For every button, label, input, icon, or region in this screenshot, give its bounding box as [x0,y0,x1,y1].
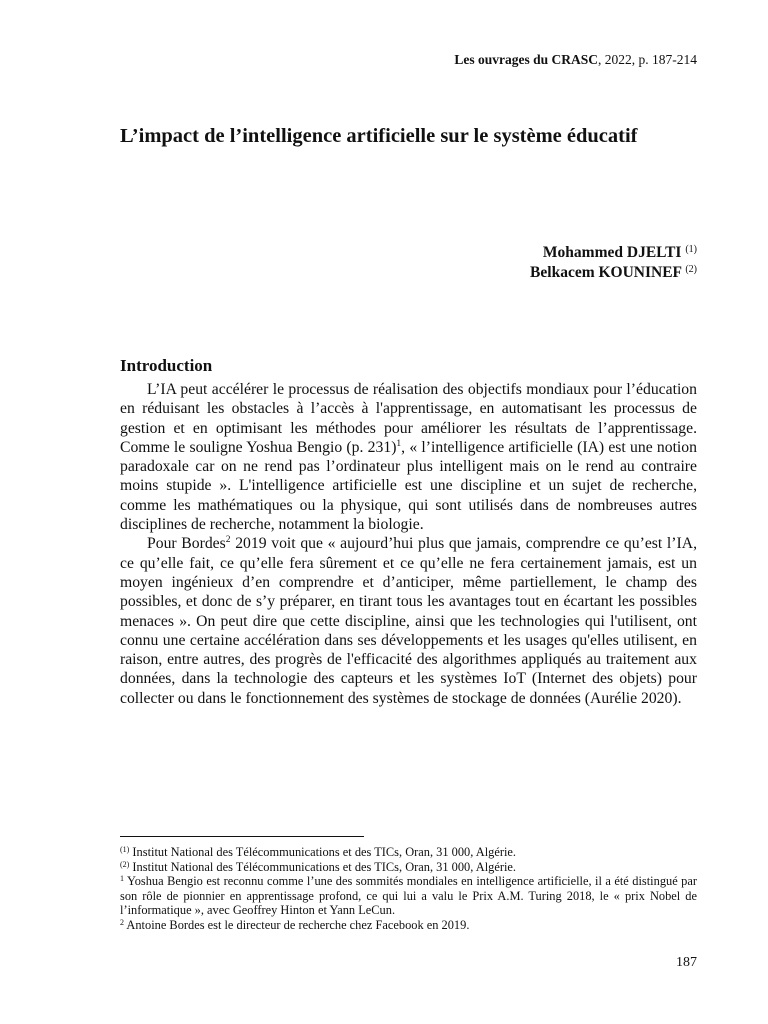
page-number: 187 [676,955,697,970]
footnote-mark: (2) [120,859,130,869]
paragraph [120,534,697,708]
journal-details: , 2022, p. 187-214 [598,52,697,67]
paragraph-text: 2019 voit que « aujourd’hui plus que jamais, comprendre ce qu’est l’IA, ce qu’elle fait, ce qu’elle fera sûrement et ce qu’elle ne fera certainement jamais, est un moyen ingénieux d’en comprendre et d’anticiper, même partiellement, le champ des possibles, et donc de s’y préparer, en tirant tous les avantages tout en écartant les possibles menaces ». On peut dire que cette discipline, ainsi que les technologies qui l'utilisent, ont connu une certaine accélération dans ses développements et les usages qu'elles utilisent, en raison, entre autres, des progrès de l'efficacité des algorithmes appliqués au traitement aux données, dans la technologie des capteurs et les systèmes IoT (Internet des objets) pour collecter ou dans le fonctionnement des systèmes de stockage de données (Aurélie 2020). [120,535,697,707]
author-name: Belkacem KOUNINEF [530,264,682,281]
footnote [120,845,697,860]
paragraph [120,380,697,534]
journal-name: Les ouvrages du CRASC [454,52,598,67]
footnote [120,874,697,918]
paragraph-text: , « l’intelligence artificielle (IA) est une notion paradoxale car on ne rend pas l’ordinateur plus intelligent mais on le rend au contraire moins stupide ». L'intelligence artificielle est une discipline et un sujet de recherche, comme les mathématiques ou la physique, qui sont utilisés dans de nombreuses autres disciplines de recherche, notamment la biologie. [120,438,697,534]
footnote-text: Antoine Bordes est le directeur de recherche chez Facebook en 2019. [124,917,470,932]
footnote [120,860,697,875]
body-text [120,380,697,708]
section-heading: Introduction [120,356,213,375]
footnote-divider [120,836,364,837]
author-affiliation-mark: (2) [685,264,697,275]
author-line [530,263,697,283]
footnotes [120,845,697,932]
article-title: L’impact de l’intelligence artificielle sur le système éducatif [120,125,638,147]
footnote-mark: 1 [120,874,124,883]
footnote-ref: 1 [396,438,402,449]
footnote-mark: (1) [120,845,130,854]
paragraph-text: Pour Bordes [147,535,226,553]
footnote-text: Yoshua Bengio est reconnu comme l’une des sommités mondiales en intelligence artificielle, il a été distingué par son rôle de pionnier en apprentissage profond, ce qui lui a valu le Prix A.M. Turing 2018, le « prix Nobel de l’informatique », avec Geoffrey Hinton et Yann LeCun. [120,874,697,917]
author-affiliation-mark: (1) [685,244,697,255]
footnote-text: Institut National des Télécommunications et des TICs, Oran, 31 000, Algérie. [129,859,517,874]
author-line [530,243,697,263]
author-block [530,243,697,283]
footnote [120,918,697,933]
author-name: Mohammed DJELTI [542,244,682,261]
footnote-text: Institut National des Télécommunications et des TICs, Oran, 31 000, Algérie. [129,845,517,859]
paragraph-text: L’IA peut accélérer le processus de réalisation des objectifs mondiaux pour l’éducation en réduisant les obstacles à l’accès à l'apprentissage, en automatisant les processus de gestion et en optimisant les méthodes pour améliorer les résultats de l’apprentissage. Comme le souligne Yoshua Bengio (p. 231) [120,381,697,456]
running-header [454,52,697,68]
footnote-mark: 2 [120,917,124,927]
footnote-ref: 2 [225,535,231,546]
